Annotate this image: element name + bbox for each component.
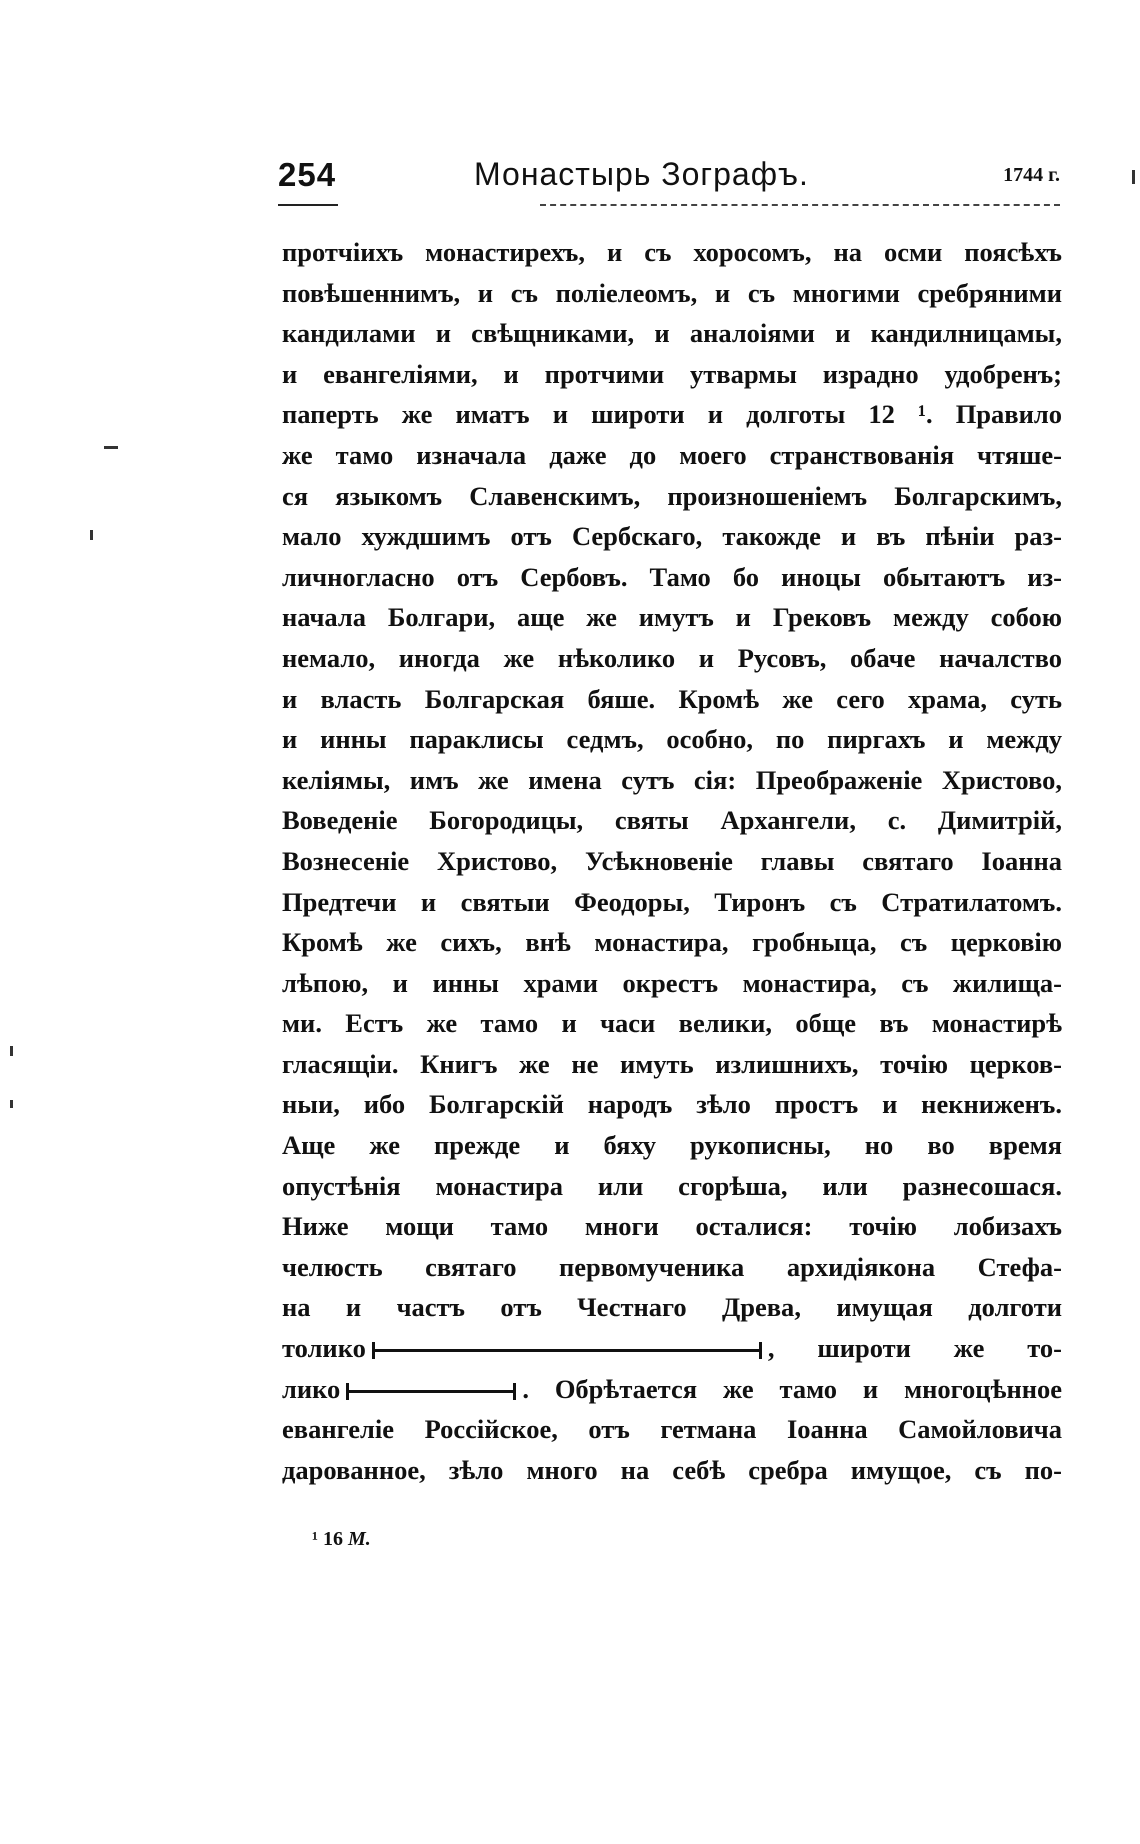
page-header: [278, 156, 1060, 196]
text-line: Предтечи и святыи Феодоры, Тиронъ съ Стратилатомъ.: [282, 886, 1062, 917]
text-line: ми. Естъ же тамо и часи велики, обще въ монастирѣ: [282, 1008, 1062, 1039]
body-text: [282, 232, 1062, 1490]
text-line: лѣпою, и инны храми окрестъ монастира, съ жилища-: [282, 967, 1062, 998]
text-line-with-measure: [282, 1328, 1062, 1369]
text-line: и евангеліями, и протчими утвармы израдно удобренъ;: [282, 358, 1062, 389]
text-line: опустѣнія монастира или сгорѣша, или разнесошася.: [282, 1170, 1062, 1201]
text-line: ныи, ибо Болгарскій народъ зѣло простъ и некниженъ.: [282, 1089, 1062, 1120]
text-line: личногласно отъ Сербовъ. Тамо бо иноцы обытаютъ из-: [282, 561, 1062, 592]
text-line: же тамо изначала даже до моего странствованія чтяше-: [282, 439, 1062, 470]
footnote: [312, 1528, 371, 1551]
text-line-with-measure: [282, 1369, 1062, 1410]
text-line: ся языкомъ Славенскимъ, произношеніемъ Болгарскимъ,: [282, 480, 1062, 511]
text-line: немало, иногда же нѣколико и Русовъ, обаче началство: [282, 642, 1062, 673]
header-rule-dashed: [540, 204, 1060, 206]
year-label: 1744 г.: [1003, 164, 1060, 186]
text-line: челюсть святаго первомученика архидіякона Стефа-: [282, 1251, 1062, 1282]
text-line: Вознесеніе Христово, Усѣкновеніе главы святаго Іоанна: [282, 845, 1062, 876]
text-line: дарованное, зѣло много на себѣ сребра имущое, съ по-: [282, 1454, 1062, 1485]
page-number: 254: [278, 156, 337, 193]
text-line: евангеліе Россійское, отъ гетмана Іоанна Самойловича: [282, 1414, 1062, 1445]
margin-mark: [10, 1046, 13, 1056]
text-line: Ниже мощи тамо многи осталися: точію лобизахъ: [282, 1211, 1062, 1242]
measurement-bar: [372, 1349, 762, 1352]
text-line: кандилами и свѣщниками, и аналоіями и кандилницамы,: [282, 318, 1062, 349]
text-line: начала Болгари, аще же имутъ и Грековъ между собою: [282, 602, 1062, 633]
text-line: гласящіи. Книгъ же не имуть излишнихъ, точію церков-: [282, 1048, 1062, 1079]
header-rule-left: [278, 204, 338, 206]
text-fragment: толико: [282, 1333, 366, 1364]
text-fragment: , широти же то-: [767, 1333, 1062, 1364]
text-line: повѣшеннимъ, и съ поліелеомъ, и съ многими сребряними: [282, 277, 1062, 308]
text-fragment: лико: [282, 1373, 341, 1404]
text-line: мало хуждшимъ отъ Сербскаго, такожде и въ пѣніи раз-: [282, 521, 1062, 552]
margin-mark: [10, 1100, 13, 1108]
text-line: Аще же прежде и бяху рукописны, но во время: [282, 1130, 1062, 1161]
text-line: Воведеніе Богородицы, святы Архангели, с. Димитрій,: [282, 805, 1062, 836]
text-line: на и частъ отъ Честнаго Древа, имущая долготи: [282, 1292, 1062, 1323]
margin-mark: [1132, 170, 1135, 184]
margin-mark: [104, 446, 118, 449]
margin-mark: [90, 530, 93, 540]
text-line: и инны параклисы седмъ, особно, по пиргахъ и между: [282, 724, 1062, 755]
text-fragment: . Обрѣтается же тамо и многоцѣнное: [522, 1373, 1062, 1404]
footnote-number: 16: [323, 1528, 343, 1550]
text-line: келіямы, имъ же имена сутъ сія: Преображеніе Христово,: [282, 764, 1062, 795]
text-line: протчіихъ монастирехъ, и съ хоросомъ, на осми поясѣхъ: [282, 237, 1062, 267]
text-line: и власть Болгарская бяше. Кромѣ же сего храма, суть: [282, 683, 1062, 714]
footnote-marker: ¹: [312, 1528, 318, 1550]
measurement-bar: [346, 1390, 516, 1393]
footnote-source: М.: [348, 1528, 371, 1550]
text-line: паперть же иматъ и широти и долготы 12 ¹. Правило: [282, 399, 1062, 430]
running-title: Монастырь Зографъ.: [474, 156, 809, 192]
text-line: Кромѣ же сихъ, внѣ монастира, гробныца, съ церковію: [282, 927, 1062, 958]
